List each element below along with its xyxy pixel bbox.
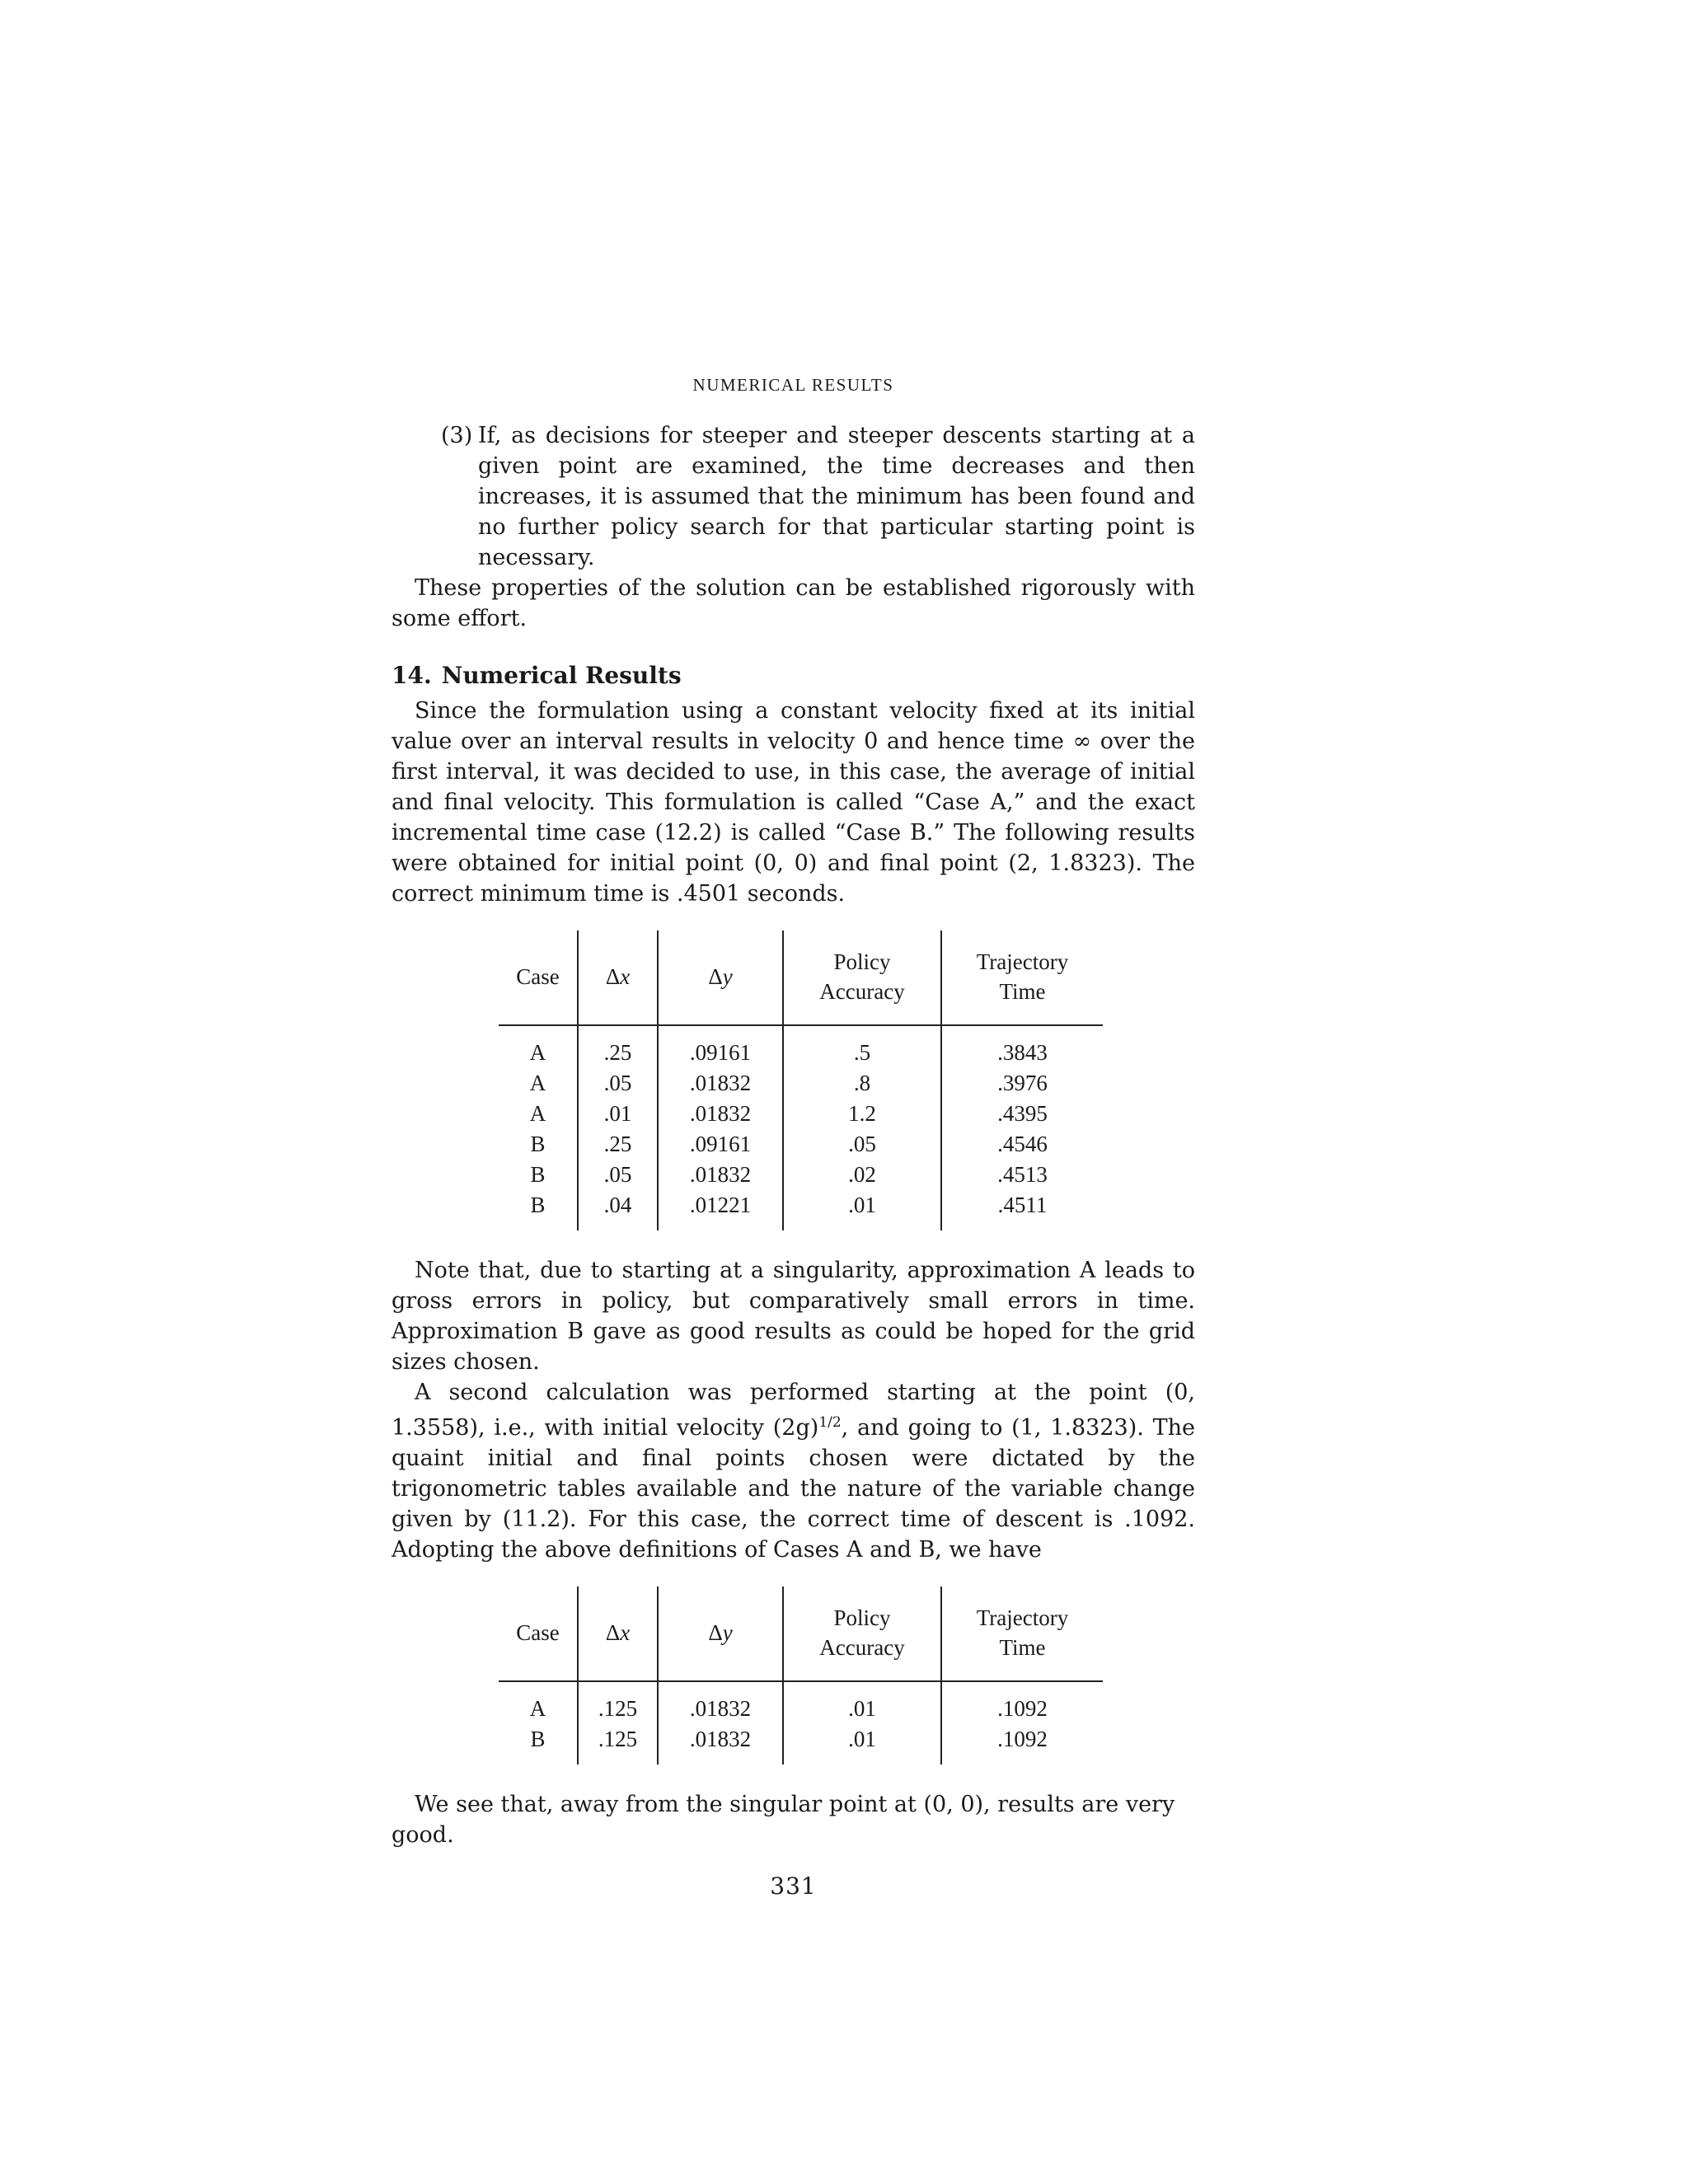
paragraph-since: Since the formulation using a constant velocity fixed at its initial value over an interval results in velocity 0 and hence time ∞ over the first interval, it was decided to use, in this case, the average of initial and final velocity. This formulation is called “Case A,” and the exact incremental time case (12.2) is called “Case B.” The following results were obtained for initial point (0, 0) and final point (2, 1.8323). The correct minimum time is .4501 seconds. [392, 698, 1195, 907]
col-header-trajectory-line1: Trajectory [976, 949, 1069, 974]
col-header-dy-text: Δy [708, 1620, 733, 1645]
cell-policy-accuracy: .01 [783, 1681, 941, 1724]
cell-dx: .04 [578, 1190, 658, 1230]
col-header-dx-text: Δx [605, 964, 631, 989]
col-header-policy-line2: Accuracy [819, 1635, 905, 1660]
cell-case: B [530, 1162, 546, 1187]
cell-policy-accuracy: .02 [783, 1160, 941, 1190]
paragraph-final: We see that, away from the singular point at (0, 0), results are very good. [392, 1792, 1175, 1848]
cell-dy: .01832 [658, 1681, 783, 1724]
cell-policy-accuracy: .01 [783, 1190, 941, 1230]
cell-dx: .01 [578, 1099, 658, 1129]
cell-dy: .01832 [658, 1160, 783, 1190]
table-row [499, 1681, 1103, 1724]
page-number: 331 [770, 1872, 817, 1900]
table-row [499, 1129, 1103, 1160]
col-header-case: Case [499, 930, 578, 1025]
table-row [499, 1190, 1103, 1230]
exponent-half: 1/2 [818, 1414, 842, 1431]
running-head: NUMERICAL RESULTS [692, 375, 894, 395]
col-header-dy-text: Δy [708, 964, 733, 989]
col-header-policy-accuracy [783, 930, 941, 1025]
table-row [499, 1724, 1103, 1765]
cell-dx: .25 [578, 1025, 658, 1068]
cell-policy-accuracy: .05 [783, 1129, 941, 1160]
cell-policy-accuracy: .8 [783, 1068, 941, 1099]
cell-policy-accuracy: 1.2 [783, 1099, 941, 1129]
col-header-dx-text: Δx [605, 1620, 631, 1645]
paragraph-second-calculation [392, 1377, 1195, 1565]
cell-dy: .01221 [658, 1190, 783, 1230]
section-heading [392, 662, 1195, 689]
page [392, 375, 1195, 1900]
col-header-dy [658, 1586, 783, 1681]
paragraph-second-part2: , and going to (1, 1.8323). The quaint initial and final points chosen were dictated by the trigonometric tables available and the nature of the variable change given by (11.2). For this case, the correct time of descent is .1092. Adopting the above definitions of Cases A and B, we have [392, 1415, 1196, 1563]
cell-case: B [530, 1727, 546, 1751]
results-table-1 [499, 930, 1103, 1230]
col-header-trajectory-line2: Time [999, 1635, 1046, 1660]
col-header-dy [658, 930, 783, 1025]
cell-dx: .25 [578, 1129, 658, 1160]
table-row [499, 1099, 1103, 1129]
cell-dy: .01832 [658, 1068, 783, 1099]
results-table-2 [499, 1586, 1103, 1765]
list-item-3 [392, 420, 1195, 573]
list-item-text: If, as decisions for steeper and steeper descents starting at a given point are examined, the time decreases and then increases, it is assumed that the minimum has been found and no further policy search for that particular starting point is necessary. [478, 423, 1195, 570]
col-header-trajectory-line1: Trajectory [976, 1605, 1069, 1630]
cell-trajectory-time: .4511 [941, 1190, 1103, 1230]
cell-case: A [529, 1040, 546, 1065]
cell-case: A [529, 1071, 546, 1095]
cell-case: B [530, 1132, 546, 1156]
col-header-trajectory-line2: Time [999, 979, 1046, 1004]
paragraph-note: Note that, due to starting at a singularity, approximation A leads to gross errors in policy, but comparatively small errors in time. Approximation B gave as good results as could be hoped for the grid sizes chosen. [392, 1258, 1195, 1375]
cell-policy-accuracy: .5 [783, 1025, 941, 1068]
cell-dx: .05 [578, 1068, 658, 1099]
cell-case: A [529, 1101, 546, 1126]
cell-trajectory-time: .4395 [941, 1099, 1103, 1129]
col-header-policy-line1: Policy [833, 949, 891, 974]
cell-dx: .05 [578, 1160, 658, 1190]
cell-case: B [530, 1193, 546, 1217]
cell-trajectory-time: .1092 [941, 1724, 1103, 1765]
cell-trajectory-time: .4546 [941, 1129, 1103, 1160]
cell-policy-accuracy: .01 [783, 1724, 941, 1765]
cell-dx: .125 [578, 1681, 658, 1724]
paragraph-properties: These properties of the solution can be established rigorously with some effort. [392, 575, 1195, 631]
col-header-trajectory-time [941, 930, 1103, 1025]
section-number: 14. [392, 662, 432, 689]
table-row [499, 1025, 1103, 1068]
col-header-policy-accuracy [783, 1586, 941, 1681]
cell-trajectory-time: .3976 [941, 1068, 1103, 1099]
cell-case: A [529, 1696, 546, 1721]
list-item-number: (3) [441, 423, 473, 448]
cell-trajectory-time: .4513 [941, 1160, 1103, 1190]
cell-dy: .01832 [658, 1724, 783, 1765]
col-header-dx [578, 930, 658, 1025]
cell-dx: .125 [578, 1724, 658, 1765]
col-header-dx [578, 1586, 658, 1681]
col-header-trajectory-time [941, 1586, 1103, 1681]
table-row [499, 1160, 1103, 1190]
cell-dy: .01832 [658, 1099, 783, 1129]
cell-trajectory-time: .1092 [941, 1681, 1103, 1724]
col-header-policy-line2: Accuracy [819, 979, 905, 1004]
col-header-case: Case [499, 1586, 578, 1681]
paragraph-second-part1: A second calculation was performed starting at the point (0, 1.3558), i.e., with initial velocity (2g) [392, 1380, 1195, 1441]
col-header-policy-line1: Policy [833, 1605, 891, 1630]
table-row [499, 1068, 1103, 1099]
cell-dy: .09161 [658, 1025, 783, 1068]
section-title: Numerical Results [441, 662, 682, 689]
cell-dy: .09161 [658, 1129, 783, 1160]
cell-trajectory-time: .3843 [941, 1025, 1103, 1068]
